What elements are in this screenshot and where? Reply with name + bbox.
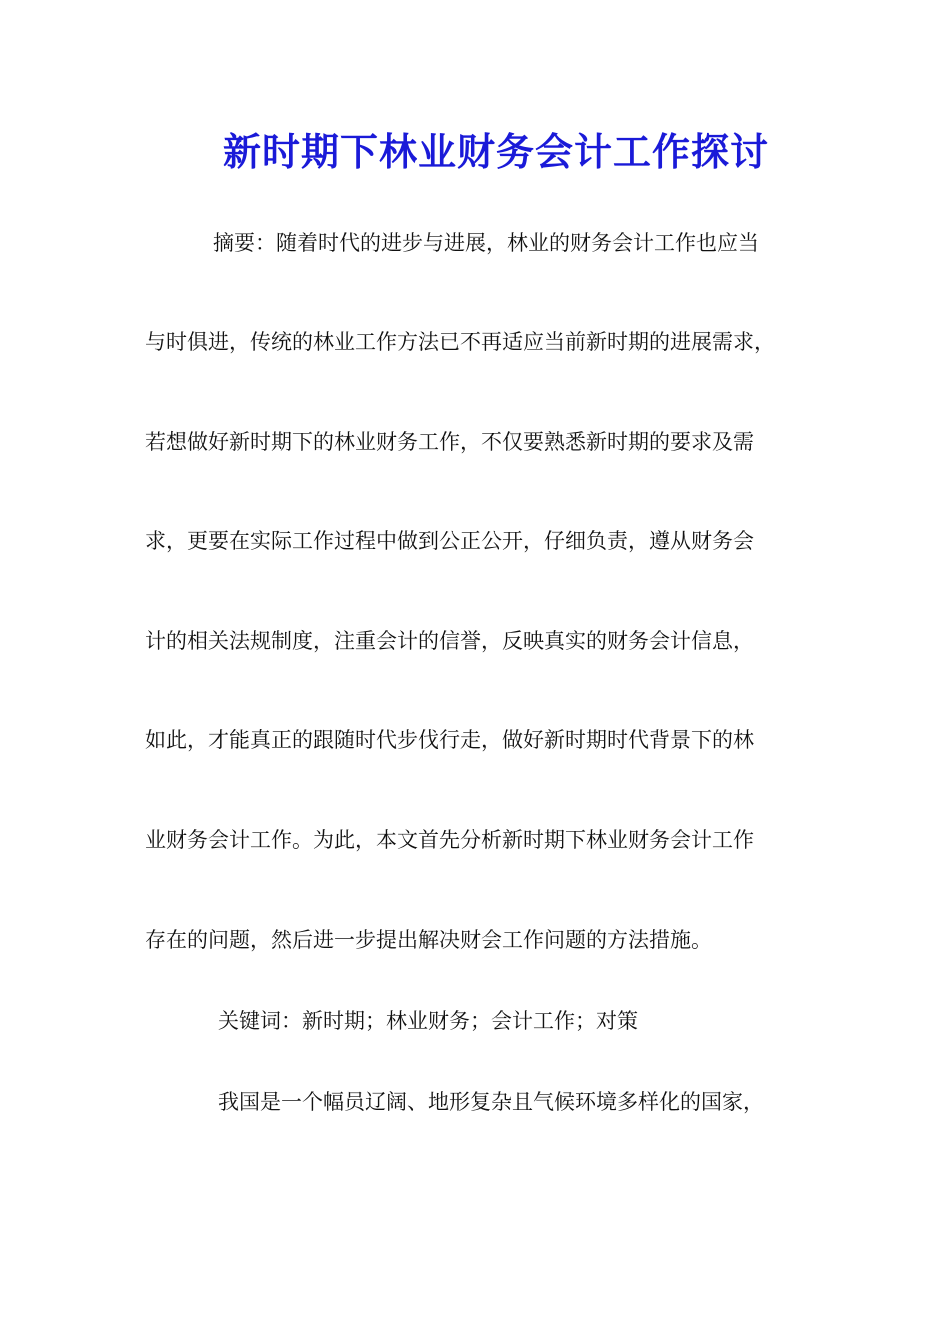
abstract-line-7: 业财务会计工作。为此，本文首先分析新时期下林业财务会计工作 — [145, 828, 754, 852]
body-paragraph-line: 我国是一个幅员辽阔、地形复杂且气候环境多样化的国家， — [218, 1090, 764, 1114]
abstract-line-5: 计的相关法规制度，注重会计的信誉，反映真实的财务会计信息， — [145, 629, 754, 653]
abstract-line-3: 若想做好新时期下的林业财务工作，不仅要熟悉新时期的要求及需 — [145, 430, 754, 454]
keywords-line: 关键词：新时期；林业财务；会计工作；对策 — [218, 1009, 638, 1033]
abstract-line-2: 与时俱进，传统的林业工作方法已不再适应当前新时期的进展需求， — [145, 330, 775, 354]
abstract-line-1: 摘要：随着时代的进步与进展，林业的财务会计工作也应当 — [213, 231, 759, 255]
abstract-line-8: 存在的问题，然后进一步提出解决财会工作问题的方法措施。 — [145, 928, 712, 952]
abstract-line-6: 如此，才能真正的跟随时代步伐行走，做好新时期时代背景下的林 — [145, 728, 754, 752]
abstract-line-4: 求，更要在实际工作过程中做到公正公开，仔细负责，遵从财务会 — [145, 529, 754, 553]
document-title: 新时期下林业财务会计工作探讨 — [222, 129, 769, 174]
